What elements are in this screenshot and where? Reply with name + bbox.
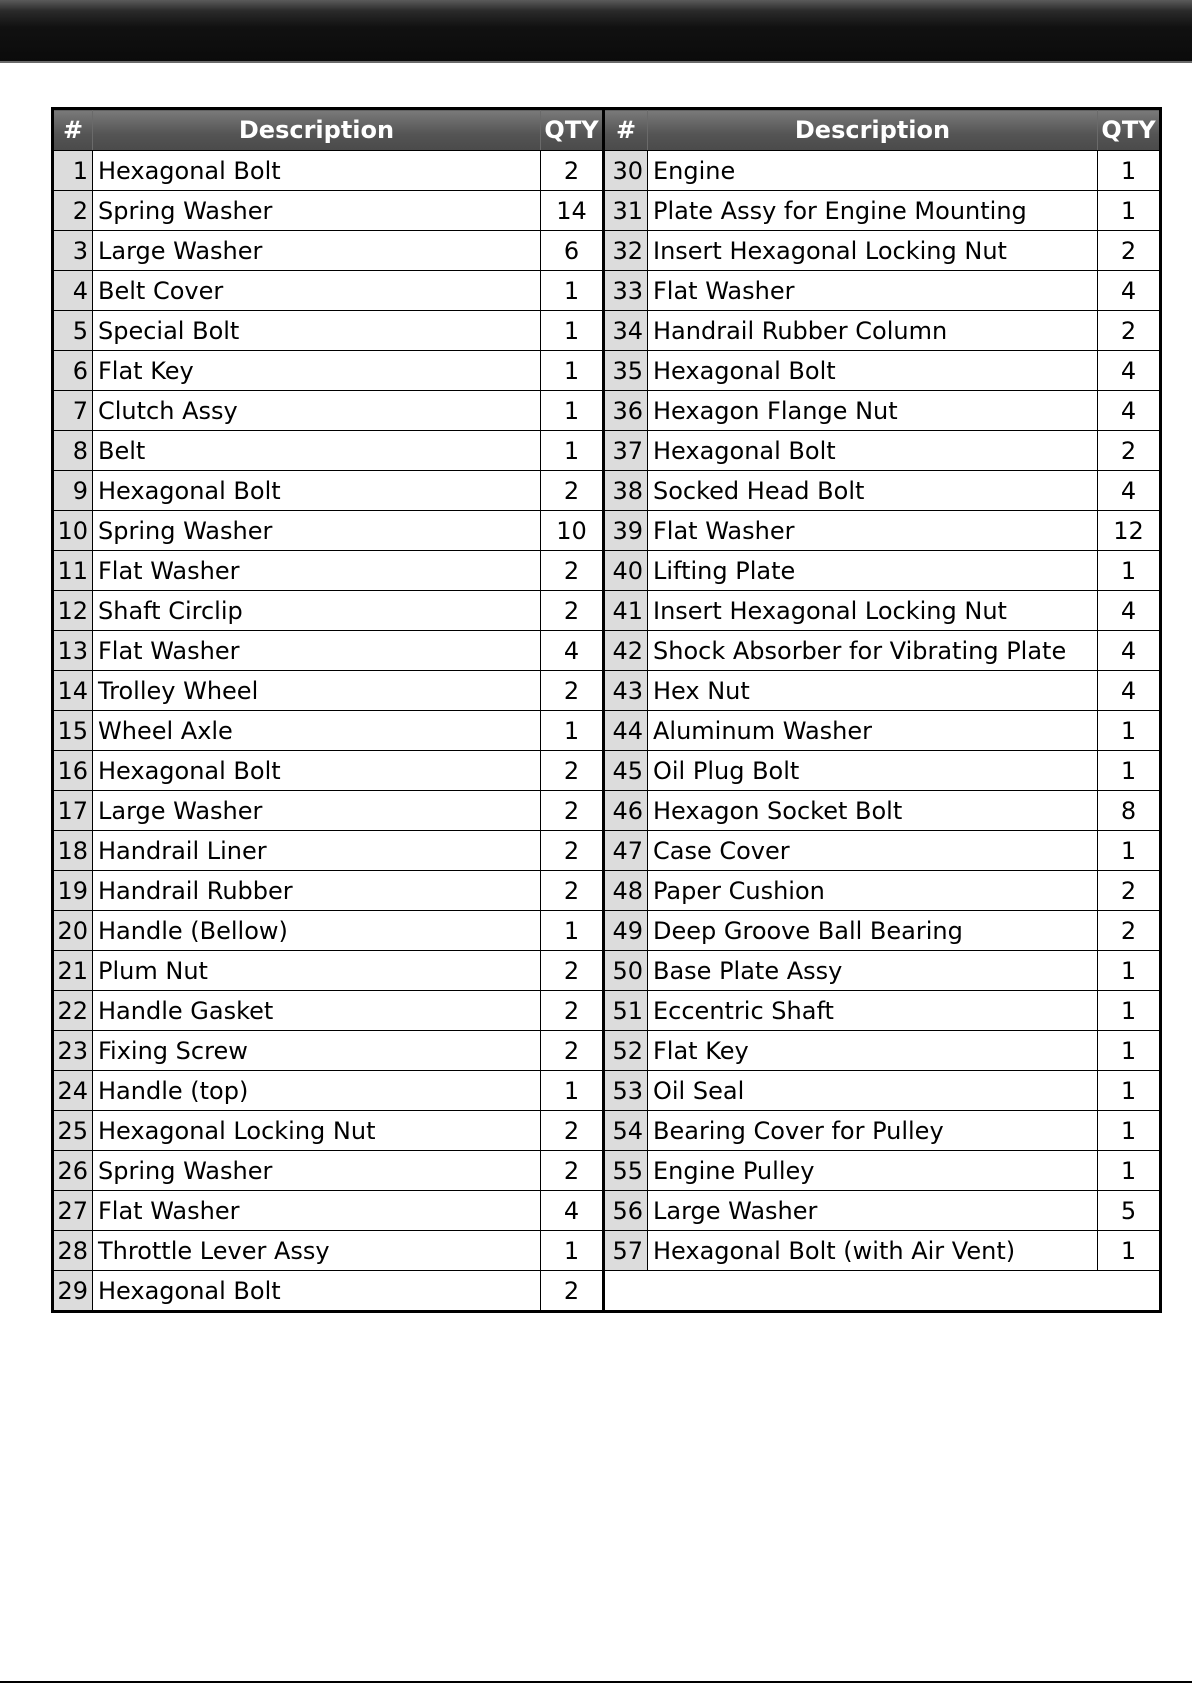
part-number: 41 bbox=[604, 591, 648, 631]
part-description: Handle Gasket bbox=[93, 991, 541, 1031]
part-number: 39 bbox=[604, 511, 648, 551]
table-row bbox=[53, 911, 1161, 951]
part-description: Large Washer bbox=[93, 791, 541, 831]
part-number: 2 bbox=[53, 191, 93, 231]
part-qty: 8 bbox=[1098, 791, 1161, 831]
part-description: Fixing Screw bbox=[93, 1031, 541, 1071]
part-description: Special Bolt bbox=[93, 311, 541, 351]
part-description: Spring Washer bbox=[93, 511, 541, 551]
part-description: Hexagonal Bolt bbox=[93, 1271, 541, 1312]
part-number: 48 bbox=[604, 871, 648, 911]
part-qty: 2 bbox=[541, 471, 604, 511]
part-number: 15 bbox=[53, 711, 93, 751]
table-row bbox=[53, 991, 1161, 1031]
part-qty: 1 bbox=[541, 271, 604, 311]
part-description: Handrail Rubber bbox=[93, 871, 541, 911]
part-number: 7 bbox=[53, 391, 93, 431]
part-number: 47 bbox=[604, 831, 648, 871]
part-description: Case Cover bbox=[648, 831, 1098, 871]
part-description: Spring Washer bbox=[93, 191, 541, 231]
table-row bbox=[53, 1111, 1161, 1151]
part-number: 19 bbox=[53, 871, 93, 911]
part-number: 57 bbox=[604, 1231, 648, 1271]
part-qty: 2 bbox=[541, 751, 604, 791]
part-description: Flat Washer bbox=[93, 551, 541, 591]
part-number: 36 bbox=[604, 391, 648, 431]
part-qty: 2 bbox=[541, 551, 604, 591]
part-description: Flat Key bbox=[93, 351, 541, 391]
part-description: Throttle Lever Assy bbox=[93, 1231, 541, 1271]
part-description: Oil Plug Bolt bbox=[648, 751, 1098, 791]
part-qty: 4 bbox=[1098, 391, 1161, 431]
part-number: 4 bbox=[53, 271, 93, 311]
part-description: Belt Cover bbox=[93, 271, 541, 311]
table-row bbox=[53, 191, 1161, 231]
part-qty: 2 bbox=[541, 1031, 604, 1071]
parts-table-body bbox=[53, 151, 1161, 1312]
part-number: 50 bbox=[604, 951, 648, 991]
part-qty: 1 bbox=[1098, 751, 1161, 791]
part-description: Hexagonal Bolt bbox=[93, 751, 541, 791]
part-qty: 2 bbox=[1098, 311, 1161, 351]
part-qty: 10 bbox=[541, 511, 604, 551]
part-qty: 1 bbox=[1098, 711, 1161, 751]
part-qty: 1 bbox=[541, 311, 604, 351]
table-row bbox=[53, 311, 1161, 351]
part-number: 3 bbox=[53, 231, 93, 271]
part-number: 17 bbox=[53, 791, 93, 831]
part-number: 29 bbox=[53, 1271, 93, 1312]
part-number: 21 bbox=[53, 951, 93, 991]
table-row bbox=[53, 671, 1161, 711]
part-number: 49 bbox=[604, 911, 648, 951]
table-row bbox=[53, 471, 1161, 511]
table-row bbox=[53, 631, 1161, 671]
part-number: 13 bbox=[53, 631, 93, 671]
part-description: Hexagonal Bolt bbox=[93, 471, 541, 511]
part-qty: 2 bbox=[541, 671, 604, 711]
part-qty: 4 bbox=[1098, 591, 1161, 631]
part-number: 46 bbox=[604, 791, 648, 831]
part-description: Plum Nut bbox=[93, 951, 541, 991]
part-description: Bearing Cover for Pulley bbox=[648, 1111, 1098, 1151]
part-qty: 1 bbox=[1098, 191, 1161, 231]
part-description: Hexagon Socket Bolt bbox=[648, 791, 1098, 831]
table-row bbox=[53, 1191, 1161, 1231]
table-row bbox=[53, 1031, 1161, 1071]
part-number: 1 bbox=[53, 151, 93, 191]
part-qty: 2 bbox=[541, 151, 604, 191]
part-number: 51 bbox=[604, 991, 648, 1031]
part-number: 30 bbox=[604, 151, 648, 191]
part-description: Large Washer bbox=[93, 231, 541, 271]
part-qty: 1 bbox=[1098, 151, 1161, 191]
part-number: 11 bbox=[53, 551, 93, 591]
part-qty: 12 bbox=[1098, 511, 1161, 551]
header-bar bbox=[0, 0, 1192, 63]
part-qty: 1 bbox=[1098, 831, 1161, 871]
part-qty: 4 bbox=[1098, 271, 1161, 311]
part-description: Handle (top) bbox=[93, 1071, 541, 1111]
part-number: 40 bbox=[604, 551, 648, 591]
part-number: 8 bbox=[53, 431, 93, 471]
part-number: 55 bbox=[604, 1151, 648, 1191]
part-number: 52 bbox=[604, 1031, 648, 1071]
part-qty: 2 bbox=[1098, 231, 1161, 271]
table-row bbox=[53, 151, 1161, 191]
table-row bbox=[53, 1151, 1161, 1191]
part-qty: 2 bbox=[541, 871, 604, 911]
part-number: 20 bbox=[53, 911, 93, 951]
part-qty: 2 bbox=[1098, 431, 1161, 471]
table-row bbox=[53, 1271, 1161, 1312]
part-description: Hexagonal Bolt bbox=[648, 431, 1098, 471]
part-description: Handrail Rubber Column bbox=[648, 311, 1098, 351]
table-row bbox=[53, 1071, 1161, 1111]
part-number: 44 bbox=[604, 711, 648, 751]
part-description: Flat Washer bbox=[648, 271, 1098, 311]
part-description: Engine Pulley bbox=[648, 1151, 1098, 1191]
part-number: 33 bbox=[604, 271, 648, 311]
table-row bbox=[53, 831, 1161, 871]
table-row bbox=[53, 431, 1161, 471]
part-qty: 2 bbox=[541, 1151, 604, 1191]
part-description: Hexagon Flange Nut bbox=[648, 391, 1098, 431]
part-qty: 1 bbox=[541, 431, 604, 471]
part-description: Belt bbox=[93, 431, 541, 471]
table-row bbox=[53, 591, 1161, 631]
part-qty: 1 bbox=[541, 711, 604, 751]
part-description: Insert Hexagonal Locking Nut bbox=[648, 591, 1098, 631]
part-description: Flat Key bbox=[648, 1031, 1098, 1071]
part-number: 45 bbox=[604, 751, 648, 791]
part-number: 9 bbox=[53, 471, 93, 511]
part-description: Clutch Assy bbox=[93, 391, 541, 431]
part-qty: 1 bbox=[1098, 951, 1161, 991]
table-row bbox=[53, 751, 1161, 791]
part-number: 54 bbox=[604, 1111, 648, 1151]
part-number: 38 bbox=[604, 471, 648, 511]
part-qty: 5 bbox=[1098, 1191, 1161, 1231]
part-description: Base Plate Assy bbox=[648, 951, 1098, 991]
part-qty: 1 bbox=[1098, 551, 1161, 591]
parts-table bbox=[51, 107, 1162, 1313]
part-number: 24 bbox=[53, 1071, 93, 1111]
table-row bbox=[53, 791, 1161, 831]
part-qty: 4 bbox=[1098, 671, 1161, 711]
part-number: 32 bbox=[604, 231, 648, 271]
part-qty: 2 bbox=[541, 791, 604, 831]
part-description: Hex Nut bbox=[648, 671, 1098, 711]
part-description: Eccentric Shaft bbox=[648, 991, 1098, 1031]
table-row bbox=[53, 511, 1161, 551]
part-description: Handle (Bellow) bbox=[93, 911, 541, 951]
table-row bbox=[53, 391, 1161, 431]
part-description: Wheel Axle bbox=[93, 711, 541, 751]
part-qty: 2 bbox=[1098, 871, 1161, 911]
part-qty: 1 bbox=[1098, 1031, 1161, 1071]
part-description: Trolley Wheel bbox=[93, 671, 541, 711]
part-number: 25 bbox=[53, 1111, 93, 1151]
part-qty: 1 bbox=[1098, 1151, 1161, 1191]
part-qty: 1 bbox=[541, 911, 604, 951]
table-row bbox=[53, 871, 1161, 911]
part-description: Large Washer bbox=[648, 1191, 1098, 1231]
part-description: Paper Cushion bbox=[648, 871, 1098, 911]
table-row bbox=[53, 231, 1161, 271]
part-description: Insert Hexagonal Locking Nut bbox=[648, 231, 1098, 271]
part-qty: 2 bbox=[541, 991, 604, 1031]
part-description: Socked Head Bolt bbox=[648, 471, 1098, 511]
part-number: 16 bbox=[53, 751, 93, 791]
part-number: 18 bbox=[53, 831, 93, 871]
header-description-right: Description bbox=[648, 109, 1098, 151]
part-qty: 1 bbox=[1098, 1111, 1161, 1151]
table-row bbox=[53, 711, 1161, 751]
part-qty: 4 bbox=[1098, 631, 1161, 671]
table-row bbox=[53, 551, 1161, 591]
header-description-left: Description bbox=[93, 109, 541, 151]
table-row bbox=[53, 351, 1161, 391]
part-description: Deep Groove Ball Bearing bbox=[648, 911, 1098, 951]
part-number: 22 bbox=[53, 991, 93, 1031]
part-qty: 1 bbox=[1098, 1231, 1161, 1271]
part-description: Hexagonal Bolt (with Air Vent) bbox=[648, 1231, 1098, 1271]
table-row bbox=[53, 271, 1161, 311]
part-number: 12 bbox=[53, 591, 93, 631]
part-number: 43 bbox=[604, 671, 648, 711]
part-description: Plate Assy for Engine Mounting bbox=[648, 191, 1098, 231]
bottom-rule bbox=[0, 1681, 1192, 1683]
part-number: 27 bbox=[53, 1191, 93, 1231]
part-description: Aluminum Washer bbox=[648, 711, 1098, 751]
part-number: 56 bbox=[604, 1191, 648, 1231]
part-number: 5 bbox=[53, 311, 93, 351]
part-description: Hexagonal Locking Nut bbox=[93, 1111, 541, 1151]
part-qty: 14 bbox=[541, 191, 604, 231]
part-qty: 1 bbox=[541, 391, 604, 431]
header-qty-right: QTY bbox=[1098, 109, 1161, 151]
header-num-right: # bbox=[604, 109, 648, 151]
part-description: Lifting Plate bbox=[648, 551, 1098, 591]
empty-cell bbox=[604, 1271, 1161, 1312]
part-number: 6 bbox=[53, 351, 93, 391]
part-description: Shock Absorber for Vibrating Plate bbox=[648, 631, 1098, 671]
part-qty: 1 bbox=[541, 351, 604, 391]
part-qty: 6 bbox=[541, 231, 604, 271]
part-number: 35 bbox=[604, 351, 648, 391]
part-qty: 1 bbox=[541, 1071, 604, 1111]
part-qty: 1 bbox=[1098, 991, 1161, 1031]
part-description: Hexagonal Bolt bbox=[648, 351, 1098, 391]
part-number: 28 bbox=[53, 1231, 93, 1271]
part-qty: 1 bbox=[1098, 1071, 1161, 1111]
part-description: Flat Washer bbox=[93, 1191, 541, 1231]
part-description: Handrail Liner bbox=[93, 831, 541, 871]
part-number: 37 bbox=[604, 431, 648, 471]
part-qty: 2 bbox=[541, 831, 604, 871]
part-description: Spring Washer bbox=[93, 1151, 541, 1191]
part-number: 53 bbox=[604, 1071, 648, 1111]
part-qty: 4 bbox=[541, 1191, 604, 1231]
part-number: 34 bbox=[604, 311, 648, 351]
part-description: Hexagonal Bolt bbox=[93, 151, 541, 191]
part-qty: 2 bbox=[541, 951, 604, 991]
part-qty: 4 bbox=[1098, 351, 1161, 391]
part-number: 42 bbox=[604, 631, 648, 671]
part-number: 31 bbox=[604, 191, 648, 231]
part-description: Flat Washer bbox=[648, 511, 1098, 551]
part-qty: 2 bbox=[541, 1111, 604, 1151]
part-qty: 1 bbox=[541, 1231, 604, 1271]
table-header-row bbox=[53, 109, 1161, 151]
part-number: 10 bbox=[53, 511, 93, 551]
header-num-left: # bbox=[53, 109, 93, 151]
part-number: 23 bbox=[53, 1031, 93, 1071]
part-qty: 2 bbox=[541, 1271, 604, 1312]
part-qty: 2 bbox=[541, 591, 604, 631]
part-description: Flat Washer bbox=[93, 631, 541, 671]
part-description: Engine bbox=[648, 151, 1098, 191]
part-number: 14 bbox=[53, 671, 93, 711]
part-qty: 2 bbox=[1098, 911, 1161, 951]
table-row bbox=[53, 1231, 1161, 1271]
table-row bbox=[53, 951, 1161, 991]
part-description: Oil Seal bbox=[648, 1071, 1098, 1111]
part-qty: 4 bbox=[541, 631, 604, 671]
part-description: Shaft Circlip bbox=[93, 591, 541, 631]
part-qty: 4 bbox=[1098, 471, 1161, 511]
part-number: 26 bbox=[53, 1151, 93, 1191]
header-qty-left: QTY bbox=[541, 109, 604, 151]
